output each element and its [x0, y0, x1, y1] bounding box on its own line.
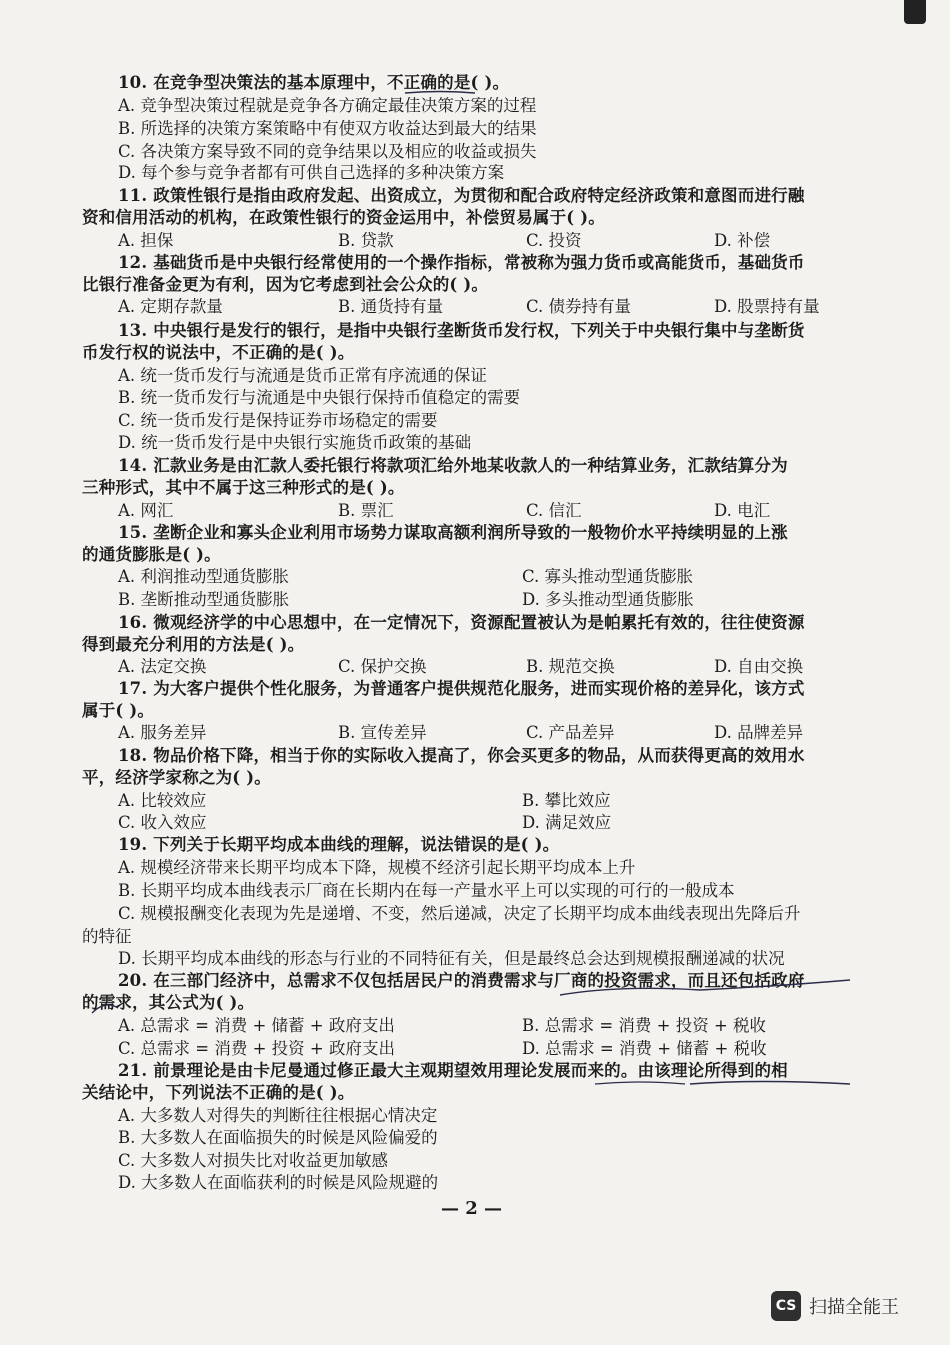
q19-option-d: D. 长期平均成本曲线的形态与行业的不同特征有关，但是最终总会达到规模报酬递减的状况	[118, 949, 785, 968]
q19-option-c: C. 规模报酬变化表现为先是递增、不变，然后递减，决定了长期平均成本曲线表现出先降后升	[118, 904, 801, 923]
q12-option-a: A. 定期存款量	[118, 297, 223, 316]
q10-stem: 10. 在竞争型决策法的基本原理中，不正确的是( )。	[118, 73, 510, 92]
scan-corner-mark	[904, 0, 926, 24]
q17-option-c: C. 产品差异	[526, 723, 615, 742]
q13-option-d: D. 统一货币发行是中央银行实施货币政策的基础	[118, 433, 472, 452]
q12-option-b: B. 通货持有量	[338, 297, 444, 316]
q16-stem-2: 得到最充分利用的方法是( )。	[82, 635, 305, 654]
q18-stem-2: 平，经济学家称之为( )。	[82, 768, 271, 787]
q18-option-a: A. 比较效应	[118, 791, 207, 810]
q21-option-a: A. 大多数人对得失的判断往往根据心情决定	[118, 1106, 438, 1125]
q15-option-a: A. 利润推动型通货膨胀	[118, 567, 289, 586]
q15-option-c: C. 寡头推动型通货膨胀	[522, 567, 694, 586]
q17-option-a: A. 服务差异	[118, 723, 207, 742]
q12-option-c: C. 债券持有量	[526, 297, 632, 316]
q12-option-d: D. 股票持有量	[714, 297, 820, 316]
page-number: — 2 —	[441, 1198, 503, 1219]
q16-option-b: B. 规范交换	[526, 657, 615, 676]
q14-stem-2: 三种形式，其中不属于这三种形式的是( )。	[82, 478, 405, 497]
q21-option-c: C. 大多数人对损失比对收益更加敏感	[118, 1151, 389, 1170]
q21-stem-2: 关结论中，下列说法不正确的是( )。	[82, 1083, 355, 1102]
q19-option-c-cont: 的特征	[82, 927, 132, 946]
q13-option-b: B. 统一货币发行与流通是中央银行保持币值稳定的需要	[118, 388, 521, 407]
q19-option-a: A. 规模经济带来长期平均成本下降，规模不经济引起长期平均成本上升	[118, 858, 636, 877]
q17-stem-2: 属于( )。	[82, 701, 155, 720]
q13-stem-1: 13. 中央银行是发行的银行，是指中央银行垄断货币发行权，下列关于中央银行集中与垄断货	[118, 321, 805, 340]
q10-option-b: B. 所选择的决策方案策略中有使双方收益达到最大的结果	[118, 119, 537, 138]
q11-stem-1: 11. 政策性银行是指由政府发起、出资成立，为贯彻和配合政府特定经济政策和意图而进行融	[118, 186, 805, 205]
q17-stem-1: 17. 为大客户提供个性化服务，为普通客户提供规范化服务，进而实现价格的差异化，该方式	[118, 679, 805, 698]
q17-option-d: D. 品牌差异	[714, 723, 804, 742]
q16-stem-1: 16. 微观经济学的中心思想中，在一定情况下，资源配置被认为是帕累托有效的，往往使资源	[118, 613, 805, 632]
q16-option-c: C. 保护交换	[338, 657, 427, 676]
q15-option-b: B. 垄断推动型通货膨胀	[118, 590, 290, 609]
q13-option-a: A. 统一货币发行与流通是货币正常有序流通的保证	[118, 366, 487, 385]
q18-option-c: C. 收入效应	[118, 813, 207, 832]
q18-stem-1: 18. 物品价格下降，相当于你的实际收入提高了，你会买更多的物品，从而获得更高的效用水	[118, 746, 805, 765]
q12-stem-1: 12. 基础货币是中央银行经常使用的一个操作指标，常被称为强力货币或高能货币，基础货币	[118, 253, 805, 272]
q21-stem-1: 21. 前景理论是由卡尼曼通过修正最大主观期望效用理论发展而来的。由该理论所得到的相	[118, 1061, 788, 1080]
q21-option-b: B. 大多数人在面临损失的时候是风险偏爱的	[118, 1128, 438, 1147]
scanner-app-label: 扫描全能王	[809, 1297, 899, 1318]
q13-stem-2: 币发行权的说法中，不正确的是( )。	[82, 343, 355, 362]
q12-stem-2: 比银行准备金更为有利，因为它考虑到社会公众的( )。	[82, 275, 489, 294]
q14-option-b: B. 票汇	[338, 501, 394, 520]
q20-stem-1: 20. 在三部门经济中，总需求不仅包括居民户的消费需求与厂商的投资需求，而且还包括政府	[118, 971, 805, 990]
q18-option-b: B. 攀比效应	[522, 791, 611, 810]
q20-option-c: C. 总需求 = 消费 + 投资 + 政府支出	[118, 1039, 395, 1058]
q13-option-c: C. 统一货币发行是保持证券市场稳定的需要	[118, 411, 438, 430]
q17-option-b: B. 宣传差异	[338, 723, 427, 742]
q19-stem: 19. 下列关于长期平均成本曲线的理解，说法错误的是( )。	[118, 835, 560, 854]
q20-option-a: A. 总需求 = 消费 + 储蓄 + 政府支出	[118, 1016, 395, 1035]
camscanner-logo-icon: CS	[771, 1291, 801, 1321]
q11-option-b: B. 贷款	[338, 231, 394, 250]
q14-option-c: C. 信汇	[526, 501, 582, 520]
q15-option-d: D. 多头推动型通货膨胀	[522, 590, 694, 609]
q10-option-d: D. 每个参与竞争者都有可供自己选择的多种决策方案	[118, 163, 505, 182]
q10-option-c: C. 各决策方案导致不同的竞争结果以及相应的收益或损失	[118, 142, 537, 161]
q16-option-a: A. 法定交换	[118, 657, 207, 676]
q21-option-d: D. 大多数人在面临获利的时候是风险规避的	[118, 1173, 439, 1192]
q14-stem-1: 14. 汇款业务是由汇款人委托银行将款项汇给外地某收款人的一种结算业务，汇款结算分为	[118, 456, 788, 475]
q11-stem-2: 资和信用活动的机构，在政策性银行的资金运用中，补偿贸易属于( )。	[82, 208, 605, 227]
q11-option-d: D. 补偿	[714, 231, 771, 250]
q15-stem-1: 15. 垄断企业和寡头企业利用市场势力谋取高额利润所导致的一般物价水平持续明显的上涨	[118, 523, 788, 542]
q16-option-d: D. 自由交换	[714, 657, 804, 676]
q15-stem-2: 的通货膨胀是( )。	[82, 545, 221, 564]
q18-option-d: D. 满足效应	[522, 813, 612, 832]
q20-option-d: D. 总需求 = 消费 + 储蓄 + 税收	[522, 1039, 767, 1058]
q19-option-b: B. 长期平均成本曲线表示厂商在长期内在每一产量水平上可以实现的可行的一般成本	[118, 881, 735, 900]
q14-option-a: A. 网汇	[118, 501, 174, 520]
q10-option-a: A. 竞争型决策过程就是竞争各方确定最佳决策方案的过程	[118, 96, 537, 115]
q11-option-c: C. 投资	[526, 231, 582, 250]
scanner-app-badge	[771, 1288, 919, 1324]
q11-option-a: A. 担保	[118, 231, 174, 250]
q20-stem-2: 的需求，其公式为( )。	[82, 993, 255, 1012]
q14-option-d: D. 电汇	[714, 501, 771, 520]
q20-option-b: B. 总需求 = 消费 + 投资 + 税收	[522, 1016, 767, 1035]
